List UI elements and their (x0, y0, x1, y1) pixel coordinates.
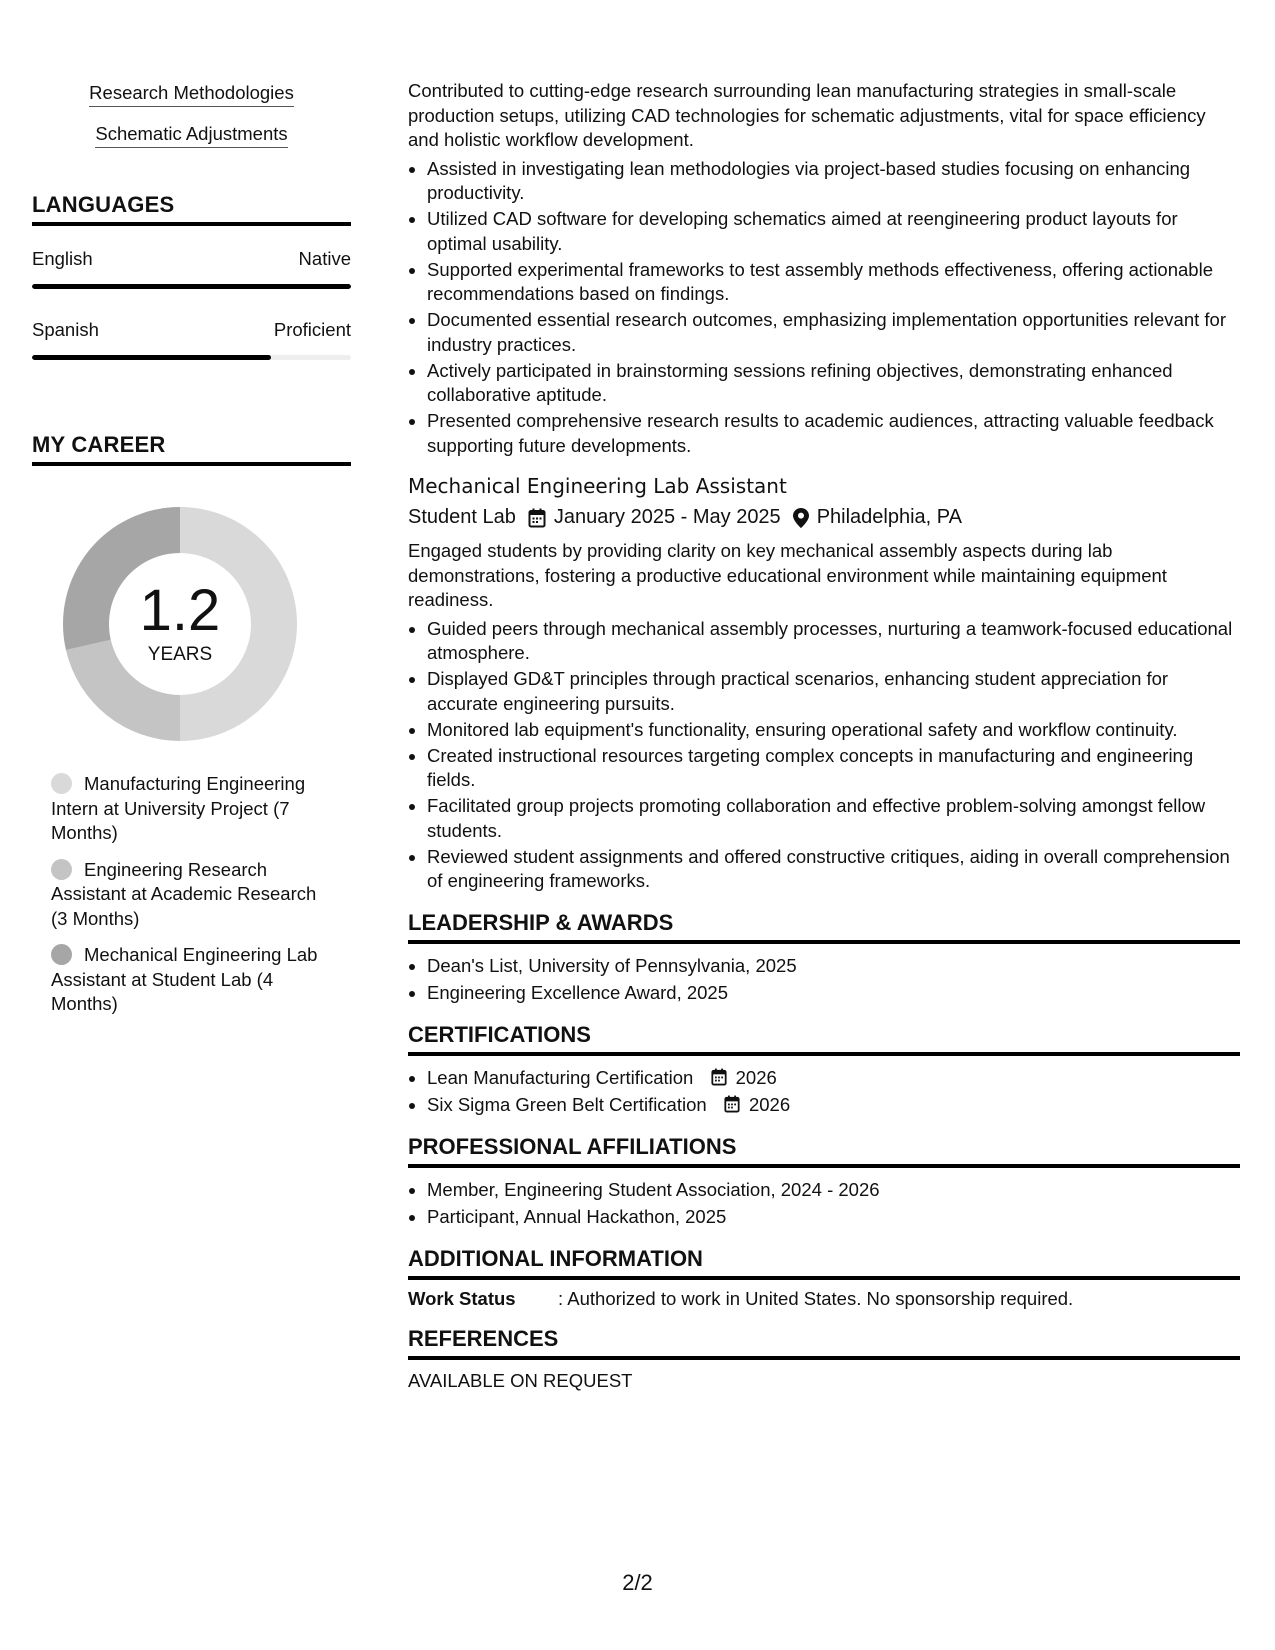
list-item: • Engineering Excellence Award, 2025 (427, 979, 1240, 1006)
job-summary: Engaged students by providing clarity on key mechanical assembly aspects during lab demonstrations, fostering a productive educational environment while maintaining equipment readiness. (408, 540, 1167, 610)
language-level-fill (32, 284, 351, 289)
sidebar (32, 82, 351, 1029)
affiliations-heading: PROFESSIONAL AFFILIATIONS (408, 1134, 1240, 1168)
career-donut-chart (56, 500, 304, 748)
map-pin-icon (793, 508, 809, 528)
certification-name: Lean Manufacturing Certification (427, 1066, 694, 1088)
bullet-item: • Displayed GD&T principles through practical scenarios, enhancing student appreciation for accurate engineering pursuits. (427, 667, 1240, 716)
certification-item (427, 1091, 1240, 1118)
job-location: Philadelphia, PA (816, 506, 962, 528)
language-level-bar (32, 355, 351, 360)
legend-label: Engineering Research Assistant at Academic Research (3 Months) (51, 858, 317, 929)
page-number: 2/2 (622, 1570, 653, 1595)
career-total-unit: YEARS (147, 644, 213, 665)
legend-label: Manufacturing Engineering Intern at University Project (7 Months) (51, 773, 306, 843)
legend-swatch (51, 944, 72, 965)
intro-paragraph: Contributed to cutting-edge research surrounding lean manufacturing strategies in small-scale production setups, utilizing CAD technologies for schematic adjustments, vital for space efficiency and holistic workflow development. (408, 80, 1206, 150)
bullet-item: • Monitored lab equipment's functionality, ensuring operational safety and workflow continuity. (427, 718, 1240, 743)
language-item (32, 319, 351, 360)
legend-swatch (51, 773, 72, 794)
references-heading: REFERENCES (408, 1326, 1240, 1360)
skill-tag: Schematic Adjustments (95, 123, 287, 148)
career-heading: MY CAREER (32, 432, 351, 466)
leadership-list (408, 952, 1240, 1006)
bullet-item: • Reviewed student assignments and offered constructive critiques, aiding in overall comprehension of engineering frameworks. (427, 845, 1240, 894)
certification-year: 2026 (735, 1066, 777, 1088)
certification-year: 2026 (748, 1093, 791, 1115)
intro-bullets (408, 157, 1240, 459)
language-level: Native (298, 248, 351, 269)
bullet-item: • Actively participated in brainstorming sessions refining objectives, demonstrating enhanced collaborative aptitude. (427, 359, 1240, 408)
legend-item (51, 772, 331, 846)
bullet-item: • Supported experimental frameworks to test assembly methods effectiveness, offering actionable recommendations based on findings. (427, 258, 1240, 307)
job-bullets (408, 617, 1240, 894)
language-level-bar (32, 284, 351, 289)
references-text: AVAILABLE ON REQUEST (408, 1369, 633, 1391)
list-item: • Dean's List, University of Pennsylvania, 2025 (427, 952, 1240, 979)
job-meta (408, 506, 1240, 529)
language-name: English (32, 248, 93, 269)
job-dates: January 2025 - May 2025 (553, 506, 781, 528)
skill-tags (32, 82, 351, 148)
work-status-label: Work Status (408, 1287, 516, 1309)
language-level: Proficient (273, 319, 351, 340)
calendar-icon (711, 1068, 727, 1086)
affiliations-list (408, 1176, 1240, 1230)
bullet-item: • Created instructional resources targeting complex concepts in manufacturing and engineering fields. (427, 744, 1240, 793)
career-section (32, 432, 351, 1017)
work-status-value: : Authorized to work in United States. No sponsorship required. (558, 1287, 1074, 1309)
bullet-item: • Documented essential research outcomes, emphasizing implementation opportunities relevant for industry practices. (427, 308, 1240, 357)
main-content (408, 79, 1240, 1392)
donut-center (56, 500, 304, 748)
bullet-item: • Assisted in investigating lean methodologies via project-based studies focusing on enhancing productivity. (427, 157, 1240, 206)
list-item: • Participant, Annual Hackathon, 2025 (427, 1203, 1240, 1230)
bullet-item: • Utilized CAD software for developing schematics aimed at reengineering product layouts for optimal usability. (427, 207, 1240, 256)
list-item: • Member, Engineering Student Association, 2024 - 2026 (427, 1176, 1240, 1203)
language-level-fill (32, 355, 271, 360)
certification-name: Six Sigma Green Belt Certification (427, 1093, 707, 1115)
skill-tag: Research Methodologies (89, 82, 294, 107)
bullet-item: • Guided peers through mechanical assembly processes, nurturing a teamwork-focused educational atmosphere. (427, 617, 1240, 666)
bullet-item: • Presented comprehensive research results to academic audiences, attracting valuable feedback supporting future developments. (427, 409, 1240, 458)
legend-item (51, 943, 331, 1017)
certifications-list (408, 1064, 1240, 1118)
job-title: Mechanical Engineering Lab Assistant (408, 474, 787, 498)
legend-label: Mechanical Engineering Lab Assistant at Student Lab (4 Months) (51, 944, 318, 1014)
work-status-row (408, 1288, 1240, 1310)
job-employer: Student Lab (408, 506, 516, 528)
legend-item (51, 858, 331, 932)
certifications-heading: CERTIFICATIONS (408, 1022, 1240, 1056)
languages-heading: LANGUAGES (32, 192, 351, 226)
career-total-value: 1.2 (139, 578, 221, 643)
certification-item (427, 1064, 1240, 1091)
career-legend (51, 772, 331, 1017)
calendar-icon (528, 508, 546, 528)
language-item (32, 248, 351, 289)
additional-info-heading: ADDITIONAL INFORMATION (408, 1246, 1240, 1280)
leadership-heading: LEADERSHIP & AWARDS (408, 910, 1240, 944)
language-name: Spanish (32, 319, 99, 340)
calendar-icon (724, 1095, 740, 1113)
legend-swatch (51, 859, 72, 880)
languages-section (32, 192, 351, 360)
bullet-item: • Facilitated group projects promoting collaboration and effective problem-solving amongst fellow students. (427, 794, 1240, 843)
